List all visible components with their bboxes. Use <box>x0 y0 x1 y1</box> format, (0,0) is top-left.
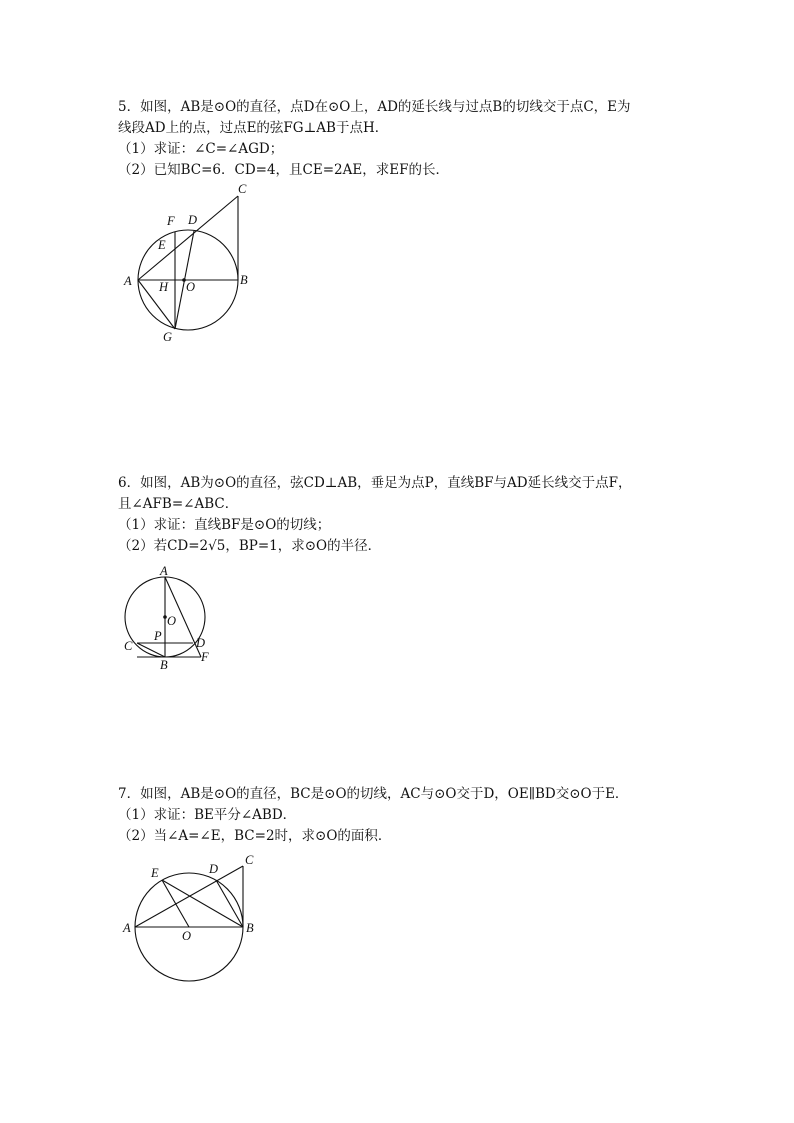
label-a: A <box>160 564 168 578</box>
label-o: O <box>186 280 196 294</box>
problem-6-line-2: 且∠AFB=∠ABC． <box>118 496 239 512</box>
problem-5-line-4: （2）已知BC=6．CD=4，且CE=2AE，求EF的长． <box>118 162 449 178</box>
line-eb <box>162 880 243 927</box>
label-d: D <box>196 636 206 650</box>
problem-7-line-2: （1）求证：BE平分∠ABD． <box>118 807 297 823</box>
label-b: B <box>246 921 254 935</box>
label-d: D <box>188 213 198 227</box>
label-e: E <box>158 238 166 252</box>
label-o: O <box>182 929 192 943</box>
problem-6-line-1: 6．如图，AB为⊙O的直径，弦CD⊥AB，垂足为点P，直线BF与AD延长线交于点F， <box>118 475 632 491</box>
label-g: G <box>163 330 173 344</box>
label-c: C <box>124 639 133 653</box>
label-f: F <box>167 214 175 228</box>
problem-6-line-3: （1）求证：直线BF是⊙O的切线； <box>118 517 331 533</box>
problem-7-line-3: （2）当∠A=∠E，BC=2时，求⊙O的面积． <box>118 828 392 844</box>
label-h: H <box>159 280 169 294</box>
problem-5-line-1: 5．如图，AB是⊙O的直径，点D在⊙O上，AD的延长线与过点B的切线交于点C，E为 <box>118 99 631 115</box>
label-a: A <box>123 921 131 935</box>
label-c: C <box>245 853 254 867</box>
line-bd <box>216 880 243 927</box>
problem-6-line-4: （2）若CD=2√5，BP=1，求⊙O的半径． <box>118 538 382 554</box>
label-p: P <box>154 629 162 643</box>
label-e: E <box>151 866 159 880</box>
label-d: D <box>209 862 219 876</box>
problem-5-line-3: （1）求证：∠C=∠AGD； <box>118 141 284 157</box>
label-a: A <box>124 274 132 288</box>
problem-7-line-1: 7．如图，AB是⊙O的直径，BC是⊙O的切线，AC与⊙O交于D，OE∥BD交⊙O于E． <box>118 786 629 802</box>
problem-5-line-2: 线段AD上的点，过点E的弦FG⊥AB于点H． <box>118 120 389 136</box>
label-o: O <box>167 614 177 628</box>
label-b: B <box>240 273 248 287</box>
label-b: B <box>160 658 168 672</box>
label-c: C <box>238 182 247 196</box>
line-oe <box>162 880 189 927</box>
label-f: F <box>201 650 209 664</box>
